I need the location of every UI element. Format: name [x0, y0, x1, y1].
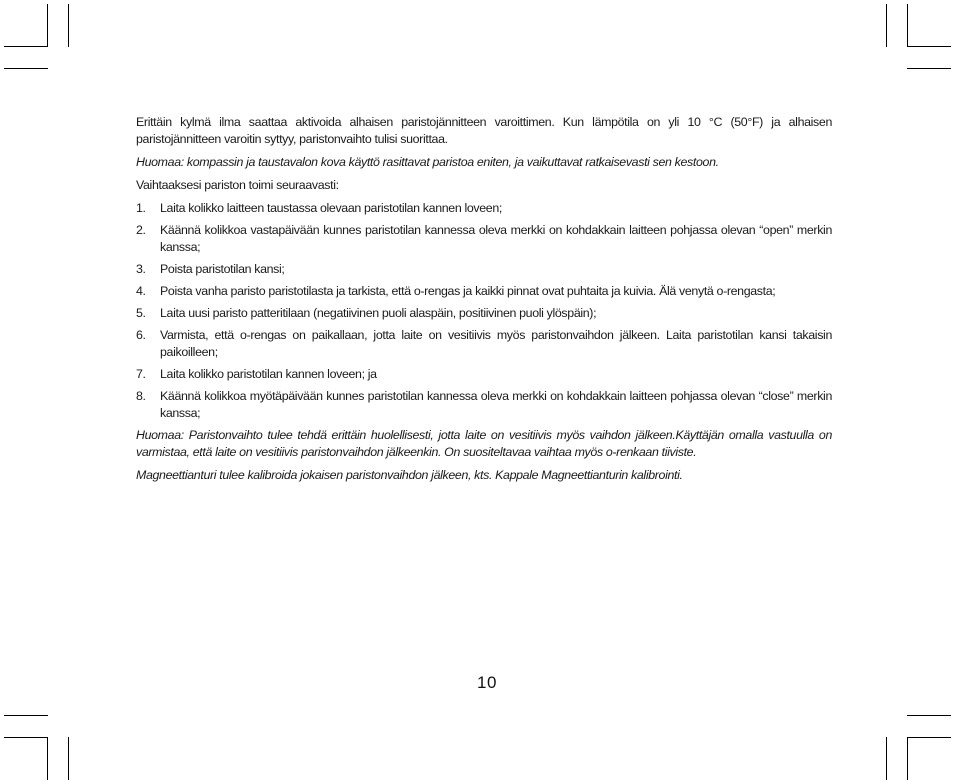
list-item	[136, 388, 832, 422]
list-item	[136, 366, 832, 383]
step-number: 6.	[136, 328, 146, 342]
step-number: 3.	[136, 262, 146, 276]
crop-mark-top-right-inner-vertical	[907, 4, 908, 47]
step-text: Poista vanha paristo paristotilasta ja tarkista, että o-rengas ja kaikki pinnat ovat puhtaita ja kuivia. Älä venytä o-rengasta;	[160, 284, 776, 298]
step-text: Laita uusi paristo patteritilaan (negatiivinen puoli alaspäin, positiivinen puoli ylöspäin);	[160, 306, 597, 320]
step-text: Poista paristotilan kansi;	[160, 262, 285, 276]
crop-mark-bottom-right-outer-vertical	[886, 737, 887, 780]
step-number: 4.	[136, 284, 146, 298]
crop-mark-top-right-outer-horizontal	[907, 68, 951, 69]
crop-mark-bottom-left-vertical	[47, 737, 48, 780]
list-item	[136, 327, 832, 361]
crop-mark-bottom-right-outer-horizontal	[907, 715, 951, 716]
list-item	[136, 200, 832, 217]
step-number: 5.	[136, 306, 146, 320]
step-number: 1.	[136, 201, 146, 215]
step-number: 2.	[136, 223, 146, 237]
crop-mark-top-right-vertical	[886, 4, 887, 47]
battery-steps-list	[136, 200, 832, 422]
step-text: Varmista, että o-rengas on paikallaan, jotta laite on vesitiivis myös paristonvaihdon jälkeen. Laita paristotilan kansi takaisin paikoilleen;	[160, 328, 832, 359]
step-number: 8.	[136, 389, 146, 403]
step-number: 7.	[136, 367, 146, 381]
list-item	[136, 222, 832, 256]
crop-mark-top-left-horizontal	[4, 46, 48, 47]
crop-mark-bottom-left-outer-vertical	[68, 737, 69, 780]
intro-paragraph: Erittäin kylmä ilma saattaa aktivoida alhaisen paristojännitteen varoittimen. Kun lämpötila on yli 10 °C (50°F) ja alhaisen paristojännitteen varoitin syttyy, paristonvaihto tulisi suorittaa.	[136, 115, 832, 146]
crop-mark-top-left-outer-vertical	[68, 4, 69, 47]
step-text: Laita kolikko laitteen taustassa olevaan paristotilan kannen loveen;	[160, 201, 502, 215]
waterproof-note: Huomaa: Paristonvaihto tulee tehdä erittäin huolellisesti, jotta laite on vesitiivis myös vaihdon jälkeen.Käyttäjän omalla vastuulla on varmistaa, että laite on vesitiivis paristonvaihdon jälkeenkin. On suositeltavaa vaihtaa myös o-renkaan tiiviste.	[136, 428, 832, 459]
calibration-note: Magneettianturi tulee kalibroida jokaisen paristonvaihdon jälkeen, kts. Kappale Magneettianturin kalibrointi.	[136, 468, 683, 482]
crop-mark-top-left-outer-horizontal	[4, 68, 48, 69]
steps-intro: Vaihtaaksesi pariston toimi seuraavasti:	[136, 178, 339, 192]
crop-mark-top-right-horizontal	[907, 46, 951, 47]
document-body	[136, 114, 832, 490]
step-text: Käännä kolikkoa myötäpäivään kunnes paristotilan kannessa oleva merkki on kohdakkain laitteen pohjassa olevan “close” merkin kanssa;	[160, 389, 832, 420]
crop-mark-bottom-right-vertical	[907, 737, 908, 780]
page-number: 10	[477, 673, 497, 692]
crop-mark-bottom-left-horizontal	[4, 737, 48, 738]
crop-mark-bottom-right-horizontal	[907, 737, 951, 738]
step-text: Käännä kolikkoa vastapäivään kunnes paristotilan kannessa oleva merkki on kohdakkain laitteen pohjassa olevan “open” merkin kanssa;	[160, 223, 832, 254]
step-text: Laita kolikko paristotilan kannen loveen; ja	[160, 367, 377, 381]
compass-note: Huomaa: kompassin ja taustavalon kova käyttö rasittavat paristoa eniten, ja vaikuttavat ratkaisevasti sen kestoon.	[136, 155, 719, 169]
list-item	[136, 305, 832, 322]
crop-mark-bottom-left-outer-horizontal	[4, 715, 48, 716]
list-item	[136, 261, 832, 278]
list-item	[136, 283, 832, 300]
crop-mark-top-left-vertical	[47, 4, 48, 47]
